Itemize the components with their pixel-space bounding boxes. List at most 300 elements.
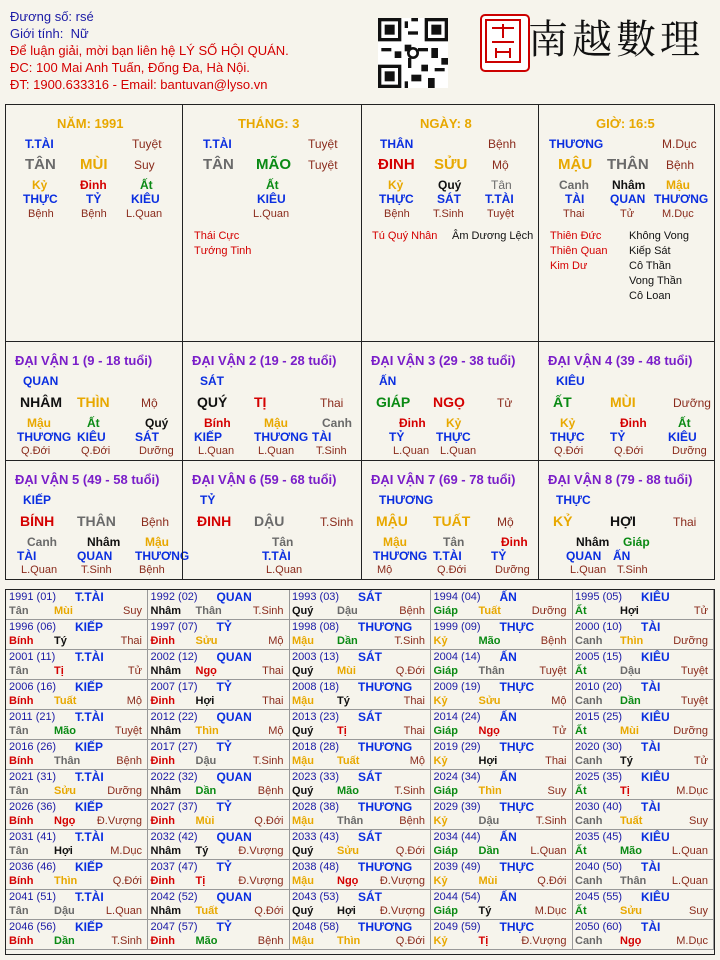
life-stage: Bệnh: [28, 208, 54, 220]
address-line: ĐC: 100 Mai Anh Tuấn, Đống Đa, Hà Nội.: [10, 60, 250, 75]
year-ten-god: T.TÀI: [75, 830, 104, 844]
life-stage: Tử: [620, 208, 635, 220]
year-label: 2034 (44): [433, 831, 481, 843]
pillar-title: NGÀY: 8: [420, 116, 472, 131]
annual-cell: [148, 620, 290, 650]
dai-van-branch: THÌN: [77, 394, 110, 410]
year-stem: Kỷ: [433, 875, 448, 887]
inauspicious-star: Vong Thần: [629, 275, 683, 287]
hidden-god: THỰC: [23, 192, 58, 206]
year-ten-god: KIẾP: [75, 740, 104, 754]
annual-cell: [6, 890, 148, 920]
year-stage: T.Sinh: [535, 815, 567, 827]
annual-cell: [431, 590, 573, 620]
year-stem: Kỷ: [433, 695, 448, 707]
year-stage: M.Dục: [110, 845, 142, 857]
year-branch: Mùi: [478, 875, 498, 887]
year-label: 2010 (20): [575, 681, 623, 693]
year-label: 2032 (42): [150, 831, 198, 843]
year-ten-god: T.TÀI: [75, 710, 104, 724]
year-branch: Thìn: [195, 725, 219, 737]
life-stage: T.Sinh: [433, 208, 464, 220]
annual-cell: [572, 890, 714, 920]
year-stem: Canh: [575, 935, 603, 947]
year-label: 2016 (26): [9, 741, 57, 753]
year-stem: Mậu: [292, 815, 314, 827]
life-stage: L.Quan: [570, 564, 607, 576]
annual-cell: [572, 740, 714, 770]
year-stage: Mộ: [268, 635, 284, 647]
year-stem: Quý: [292, 605, 314, 617]
year-branch: Tị: [337, 725, 347, 737]
dai-van-branch: HỢI: [610, 513, 636, 529]
pillar-branch-stage: Suy: [134, 158, 155, 172]
hidden-god: TỶ: [491, 549, 507, 563]
year-label: 2018 (28): [292, 741, 340, 753]
hidden-stem: Tân: [272, 535, 294, 549]
year-ten-god: TÀI: [641, 920, 661, 934]
dai-van-title: ĐẠI VẬN 8 (79 - 88 tuổi): [548, 472, 693, 487]
year-stem: Nhâm: [150, 605, 182, 617]
dai-van-stem: NHÂM: [20, 394, 62, 410]
life-stage: Thai: [563, 208, 585, 220]
phone-email-line: ĐT: 1900.633316 - Email: bantuvan@lyso.vn: [10, 77, 268, 92]
year-ten-god: ẤN: [499, 650, 517, 664]
year-branch: Ngọ: [620, 935, 642, 947]
year-ten-god: THỰC: [499, 620, 535, 634]
hidden-stem: Mậu: [666, 178, 690, 192]
year-label: 2025 (35): [575, 771, 623, 783]
auspicious-star: Thái Cực: [194, 230, 240, 242]
year-ten-god: KIÊU: [641, 710, 670, 724]
hidden-stem: Ất: [87, 416, 100, 430]
year-label: 2023 (33): [292, 771, 340, 783]
inauspicious-star: Cô Loan: [629, 290, 671, 302]
life-stage: Tuyệt: [487, 208, 515, 220]
year-label: 1998 (08): [292, 621, 340, 633]
year-label: 2005 (15): [575, 651, 623, 663]
year-branch: Dậu: [337, 605, 358, 617]
year-stage: Mộ: [268, 725, 284, 737]
annual-cell: [6, 770, 148, 800]
year-stage: Dưỡng: [673, 635, 708, 647]
pillar-ten-god: T.TÀI: [25, 137, 54, 151]
year-ten-god: KIẾP: [75, 620, 104, 634]
year-stage: Tuyệt: [680, 665, 708, 677]
year-ten-god: TÀI: [641, 800, 661, 814]
annual-cell: [6, 920, 148, 950]
year-label: 2049 (59): [433, 921, 481, 933]
year-ten-god: T.TÀI: [75, 770, 104, 784]
year-ten-god: THỰC: [499, 800, 535, 814]
year-branch: Thìn: [54, 875, 78, 887]
hidden-stem: Ất: [266, 178, 279, 192]
year-branch: Mão: [54, 725, 76, 737]
year-ten-god: ẤN: [499, 590, 517, 604]
year-stage: Suy: [123, 605, 142, 617]
auspicious-star: Thiên Đức: [550, 230, 602, 242]
year-stem: Kỷ: [433, 815, 448, 827]
hidden-god: TÀI: [565, 192, 585, 206]
annual-cell: [148, 650, 290, 680]
dai-van-stage: Thai: [320, 396, 344, 410]
year-stem: Nhâm: [150, 845, 182, 857]
year-stem: Quý: [292, 785, 314, 797]
hidden-stem: Ất: [678, 416, 691, 430]
year-ten-god: ẤN: [499, 710, 517, 724]
year-ten-god: T.TÀI: [75, 590, 104, 604]
annual-cell: [289, 770, 431, 800]
dai-van-stem: BÍNH: [20, 513, 55, 529]
hidden-god: THỰC: [436, 430, 471, 444]
year-label: 2012 (22): [150, 711, 198, 723]
annual-cell: [431, 680, 573, 710]
dai-van-title: ĐẠI VẬN 3 (29 - 38 tuổi): [371, 353, 516, 368]
pillar-branch-stage: Bệnh: [666, 158, 695, 172]
inauspicious-star: Không Vong: [629, 230, 689, 242]
year-ten-god: QUAN: [216, 770, 252, 784]
year-stage: Q.Đới: [254, 905, 284, 917]
dai-van-ten-god: ẤN: [379, 374, 397, 388]
year-stem: Quý: [292, 845, 314, 857]
year-label: 2000 (10): [575, 621, 623, 633]
year-ten-god: QUAN: [216, 590, 252, 604]
annual-cell: [289, 620, 431, 650]
year-label: 2019 (29): [433, 741, 481, 753]
pillar-branch-stage: Mộ: [492, 158, 509, 172]
year-branch: Hợi: [478, 755, 498, 767]
dai-van-ten-god: TỶ: [200, 493, 216, 507]
hidden-god: TÀI: [17, 549, 37, 563]
year-branch: Thân: [54, 755, 81, 767]
annual-cell: [431, 890, 573, 920]
annual-cell: [6, 620, 148, 650]
year-branch: Tuất: [54, 695, 77, 707]
year-branch: Tý: [337, 695, 350, 707]
dai-van-stem: MẬU: [376, 513, 408, 529]
year-ten-god: KIẾP: [75, 920, 104, 934]
year-stem: Quý: [292, 665, 314, 677]
year-stage: Mộ: [551, 695, 567, 707]
life-stage: T.Sinh: [617, 564, 648, 576]
hidden-stem: Kỷ: [388, 178, 404, 192]
year-stage: Bệnh: [257, 935, 284, 947]
annual-cell: [148, 590, 290, 620]
hidden-stem: Mậu: [383, 535, 407, 549]
year-ten-god: KIÊU: [641, 590, 670, 604]
pillar-stem: MẬU: [558, 156, 593, 173]
hidden-stem: Nhâm: [87, 535, 121, 549]
auspicious-star: Tú Quý Nhân: [372, 230, 438, 242]
year-stem: Bính: [9, 875, 34, 887]
year-branch: Tý: [195, 845, 209, 857]
hidden-god: KIẾP: [194, 430, 223, 444]
year-label: 2011 (21): [9, 711, 56, 723]
year-stage: Thai: [545, 755, 567, 767]
year-stage: L.Quan: [530, 845, 567, 857]
year-ten-god: TÀI: [641, 740, 661, 754]
annual-cell: [431, 800, 573, 830]
year-label: 2046 (56): [9, 921, 57, 933]
hidden-god: THƯƠNG: [654, 192, 709, 206]
annual-cell: [6, 680, 148, 710]
year-stem: Quý: [292, 905, 314, 917]
inauspicious-star: Âm Dương Lệch: [452, 230, 534, 242]
year-branch: Thân: [337, 815, 364, 827]
year-stage: T.Sinh: [252, 755, 284, 767]
year-stem: Nhâm: [150, 905, 182, 917]
year-stage: Bệnh: [257, 785, 284, 797]
year-ten-god: TÀI: [641, 860, 661, 874]
year-label: 2003 (13): [292, 651, 340, 663]
pillar-title: THÁNG: 3: [238, 116, 300, 131]
dai-van-title: ĐẠI VẬN 1 (9 - 18 tuổi): [15, 353, 153, 368]
year-ten-god: KIÊU: [641, 890, 670, 904]
year-ten-god: TỶ: [216, 620, 232, 634]
year-stem: Nhâm: [150, 665, 182, 677]
year-stage: Suy: [547, 785, 567, 797]
year-ten-god: SÁT: [358, 890, 382, 904]
year-ten-god: ẤN: [499, 890, 517, 904]
year-branch: Dần: [195, 785, 217, 797]
pillar-stage: Bệnh: [488, 137, 517, 151]
year-stage: L.Quan: [671, 845, 708, 857]
year-ten-god: KIÊU: [641, 830, 670, 844]
year-ten-god: SÁT: [358, 650, 382, 664]
year-branch: Tị: [620, 785, 630, 797]
year-stem: Đinh: [150, 755, 175, 767]
life-stage: Bệnh: [384, 208, 410, 220]
hidden-god: QUAN: [566, 549, 602, 563]
dai-van-ten-god: KIÊU: [556, 374, 585, 388]
year-label: 2004 (14): [433, 651, 481, 663]
annual-cell: [148, 710, 290, 740]
year-branch: Ngọ: [337, 875, 359, 887]
pillar-title: NĂM: 1991: [57, 116, 124, 131]
year-ten-god: TỶ: [216, 860, 232, 874]
year-label: 2041 (51): [9, 891, 57, 903]
dai-van-stage: Mộ: [141, 396, 158, 410]
hidden-stem: Canh: [559, 178, 589, 192]
year-stage: Mộ: [126, 695, 142, 707]
hidden-god: THƯƠNG: [373, 549, 428, 563]
year-ten-god: TỶ: [216, 740, 232, 754]
year-label: 2006 (16): [9, 681, 57, 693]
year-stage: Đ.Vượng: [379, 875, 425, 887]
dai-van-title: ĐẠI VẬN 2 (19 - 28 tuổi): [192, 353, 337, 368]
year-label: 2042 (52): [150, 891, 198, 903]
year-stem: Đinh: [150, 815, 175, 827]
year-stage: Tử: [552, 725, 567, 737]
year-branch: Sửu: [195, 635, 218, 647]
year-branch: Ngọ: [478, 725, 500, 737]
year-branch: Dậu: [478, 815, 500, 827]
life-stage: Dưỡng: [139, 445, 174, 457]
annual-cell: [289, 590, 431, 620]
year-branch: Mùi: [195, 815, 215, 827]
year-stage: Bệnh: [399, 605, 425, 617]
year-stem: Kỷ: [433, 935, 448, 947]
annual-luck-grid: [5, 589, 715, 955]
year-stem: Canh: [575, 815, 603, 827]
year-branch: Ngọ: [54, 815, 76, 827]
year-stage: Thai: [120, 635, 142, 647]
year-label: 2007 (17): [150, 681, 198, 693]
year-stage: L.Quan: [105, 905, 142, 917]
hidden-stem: Giáp: [623, 535, 650, 549]
hidden-stem: Bính: [204, 416, 231, 430]
annual-cell: [431, 710, 573, 740]
annual-cell: [289, 890, 431, 920]
annual-cell: [431, 650, 573, 680]
hidden-stem: Đinh: [620, 416, 647, 430]
year-branch: Hợi: [54, 845, 73, 857]
year-branch: Hợi: [337, 905, 356, 917]
year-branch: Sửu: [620, 905, 643, 917]
annual-cell: [148, 860, 290, 890]
year-stem: Tân: [9, 785, 29, 797]
dai-van-branch: THÂN: [77, 513, 116, 529]
year-stem: Nhâm: [150, 785, 182, 797]
year-stage: M.Dục: [534, 905, 567, 917]
year-stage: Thai: [262, 695, 284, 707]
year-ten-god: KIẾP: [75, 800, 104, 814]
life-stage: L.Quan: [198, 445, 235, 457]
annual-cell: [572, 920, 714, 950]
pillar-stage: Tuyệt: [132, 137, 162, 151]
hidden-god: SÁT: [135, 430, 159, 444]
year-branch: Mão: [195, 935, 218, 947]
annual-cell: [289, 800, 431, 830]
year-ten-god: THƯƠNG: [358, 860, 413, 874]
annual-cell: [148, 920, 290, 950]
year-branch: Tị: [54, 665, 64, 677]
dai-van-stage: T.Sinh: [320, 515, 354, 529]
life-stage: Q.Đới: [614, 445, 644, 457]
year-label: 1993 (03): [292, 591, 340, 603]
annual-cell: [6, 830, 148, 860]
year-branch: Tuất: [620, 815, 643, 827]
dai-van-ten-god: KIẾP: [23, 493, 52, 507]
year-label: 1999 (09): [433, 621, 481, 633]
year-stem: Mậu: [292, 695, 314, 707]
year-branch: Tuất: [337, 755, 360, 767]
year-stem: Giáp: [433, 605, 458, 617]
hidden-stem: Tân: [491, 178, 512, 192]
year-stage: T.Sinh: [252, 605, 284, 617]
auspicious-star: Kim Dư: [550, 260, 588, 272]
hidden-god: KIÊU: [257, 192, 286, 206]
year-branch: Thân: [620, 875, 647, 887]
year-stem: Giáp: [433, 665, 458, 677]
dai-van-stem: QUÝ: [197, 394, 228, 410]
year-ten-god: KIẾP: [75, 680, 104, 694]
year-ten-god: THỰC: [499, 680, 535, 694]
year-branch: Mão: [478, 635, 501, 647]
hidden-god: THƯƠNG: [254, 430, 309, 444]
auspicious-star: Thiên Quan: [550, 245, 608, 257]
year-label: 2015 (25): [575, 711, 623, 723]
year-branch: Mão: [620, 845, 642, 857]
year-label: 1992 (02): [150, 591, 198, 603]
dai-van-ten-god: THƯƠNG: [379, 493, 434, 507]
annual-cell: [148, 800, 290, 830]
year-ten-god: THƯƠNG: [358, 620, 413, 634]
annual-cell: [289, 830, 431, 860]
annual-cell: [572, 620, 714, 650]
annual-cell: [572, 800, 714, 830]
hidden-stem: Đinh: [501, 535, 528, 549]
hidden-god: KIÊU: [668, 430, 697, 444]
year-ten-god: SÁT: [358, 770, 382, 784]
year-branch: Thân: [195, 605, 222, 617]
year-stage: L.Quan: [671, 875, 708, 887]
year-stem: Giáp: [433, 785, 458, 797]
life-stage: M.Dục: [662, 208, 694, 220]
year-stage: Q.Đới: [395, 845, 425, 857]
year-stage: Q.Đới: [395, 665, 425, 677]
annual-cell: [431, 740, 573, 770]
hidden-stem: Đinh: [80, 178, 107, 192]
life-stage: L.Quan: [21, 564, 58, 576]
annual-cell: [572, 830, 714, 860]
year-ten-god: THƯƠNG: [358, 680, 413, 694]
year-label: 2038 (48): [292, 861, 340, 873]
pillar-branch: THÂN: [607, 156, 649, 173]
hidden-god: KIÊU: [77, 430, 106, 444]
chart-header: [10, 8, 289, 93]
life-stage: L.Quan: [258, 445, 295, 457]
dai-van-stage: Thai: [673, 515, 697, 529]
annual-cell: [572, 710, 714, 740]
year-stage: Suy: [689, 905, 708, 917]
hidden-stem: Canh: [322, 416, 352, 430]
year-stage: Tử: [693, 605, 708, 617]
year-label: 2036 (46): [9, 861, 57, 873]
year-label: 2039 (49): [433, 861, 481, 873]
year-stage: Đ.Vượng: [238, 875, 284, 887]
hidden-stem: Mậu: [145, 535, 169, 549]
year-stem: Mậu: [292, 875, 314, 887]
year-branch: Tuất: [478, 605, 501, 617]
year-stage: Bệnh: [116, 755, 142, 767]
pillar-title: GIỜ: 16:5: [596, 116, 655, 131]
pillar-stem: TÂN: [203, 156, 234, 173]
year-stem: Tân: [9, 845, 29, 857]
year-branch: Tý: [620, 755, 633, 767]
year-ten-god: QUAN: [216, 890, 252, 904]
year-branch: Tị: [195, 875, 206, 887]
year-stem: Mậu: [292, 635, 314, 647]
year-stage: Suy: [689, 815, 708, 827]
hidden-god: THƯƠNG: [135, 549, 190, 563]
annual-cell: [148, 680, 290, 710]
year-branch: Dậu: [54, 905, 75, 917]
year-stage: Dưỡng: [673, 725, 708, 737]
life-stage: Dưỡng: [495, 564, 530, 576]
hidden-stem: Mậu: [27, 416, 51, 430]
qr-code: [378, 18, 448, 88]
dai-van-title: ĐẠI VẬN 4 (39 - 48 tuổi): [548, 353, 693, 368]
annual-cell: [148, 890, 290, 920]
year-label: 1991 (01): [9, 591, 57, 603]
year-stem: Mậu: [292, 755, 314, 767]
hidden-stem: Nhâm: [576, 535, 610, 549]
hidden-god: TỶ: [389, 430, 405, 444]
year-stage: Thai: [403, 725, 425, 737]
year-ten-god: TỶ: [216, 920, 232, 934]
year-ten-god: QUAN: [216, 710, 252, 724]
